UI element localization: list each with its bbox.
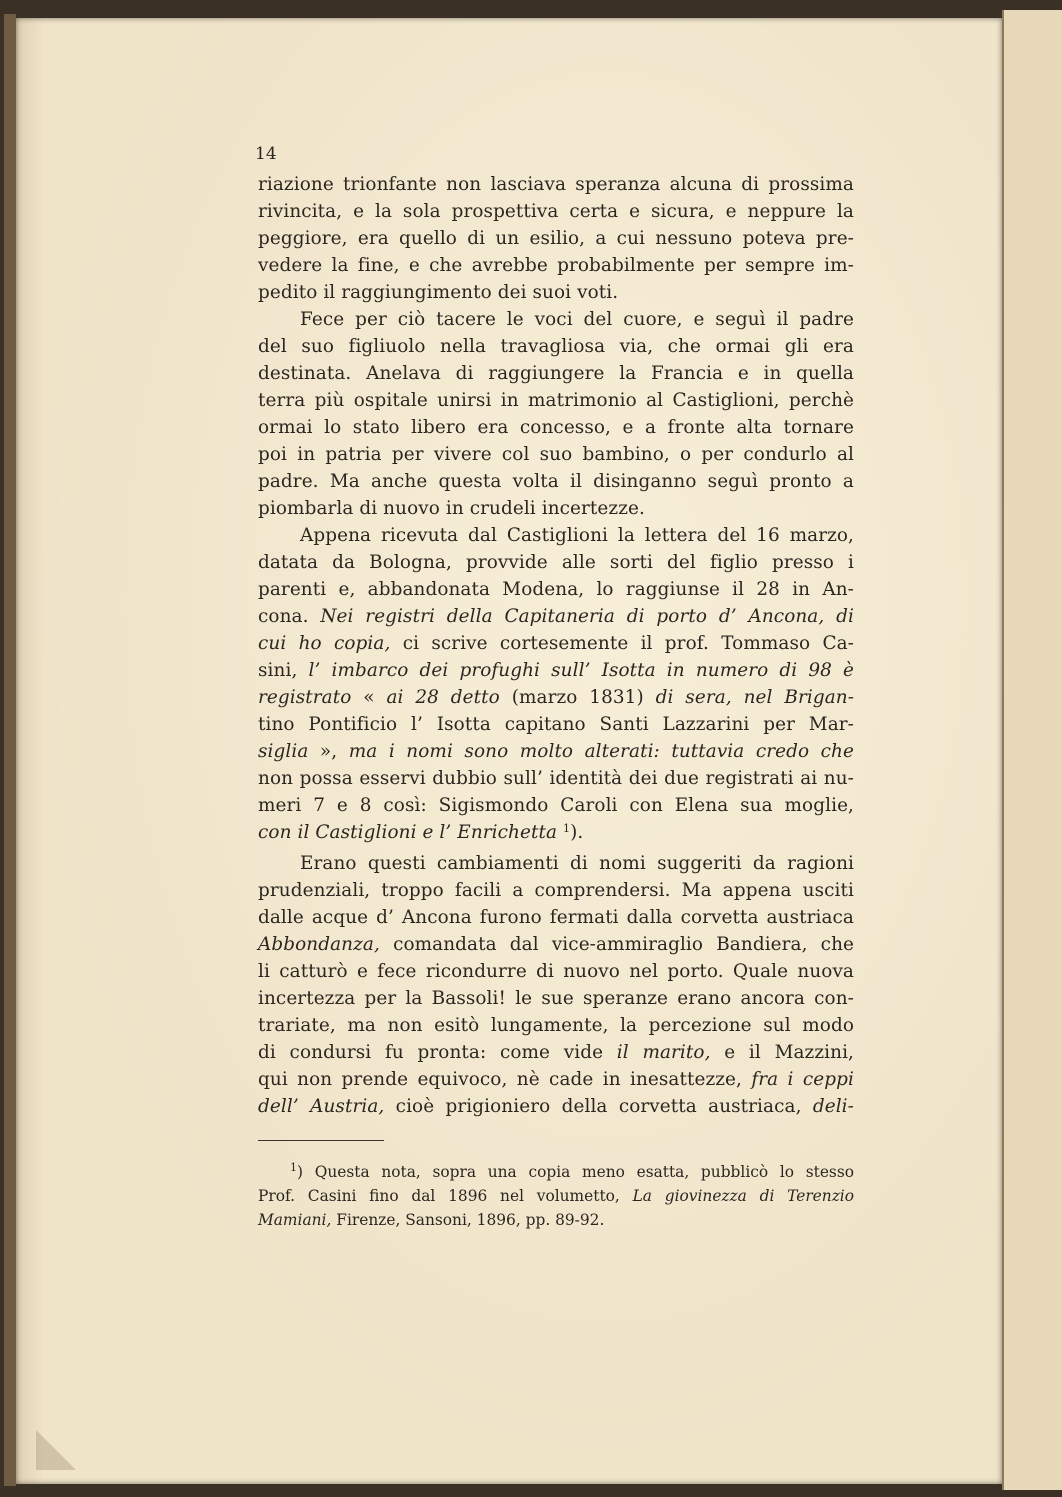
italic-quote: fra i ceppi [751, 1069, 854, 1090]
italic-quote: di sera, nel Brigan- [655, 687, 855, 708]
quote-mark: », [319, 741, 338, 762]
text-span: comandata dal vice-ammiraglio Bandiera, che [393, 934, 854, 955]
italic-quote: l’ imbarco dei profughi sull’ Isotta in numero di 98 è [308, 660, 854, 681]
text-line: riazione trionfante non lasciava speranza alcuna di prossima [258, 174, 854, 195]
text-span: e il Mazzini, [724, 1042, 854, 1063]
text-span: ). [570, 822, 584, 843]
text-span: (marzo 1831) [511, 687, 644, 708]
text-line: Fece per ciò tacere le voci del cuore, e seguì il padre [300, 309, 854, 330]
italic-quote: con il Castiglioni e l’ Enrichetta [258, 822, 558, 843]
text-span: di condursi fu pronta: come vide [258, 1042, 604, 1063]
text-line: pedito il raggiungimento dei suoi voti. [258, 282, 619, 303]
text-line: tino Pontificio l’ Isotta capitano Santi Lazzarini per Mar- [258, 714, 854, 735]
text-span: cioè prigioniero della corvetta austriaca, [395, 1096, 802, 1117]
text-line: peggiore, era quello di un esilio, a cui nessuno poteva pre- [258, 228, 854, 249]
text-line: Appena ricevuta dal Castiglioni la lettera del 16 marzo, [300, 525, 854, 546]
text-line: terra più ospitale unirsi in matrimonio al Castiglioni, perchè [258, 390, 854, 411]
binding-edge [4, 14, 16, 1486]
footnote-marker: 1 [290, 1161, 297, 1174]
text-line [258, 819, 854, 846]
footnote-book-title: La giovinezza di Terenzio [632, 1187, 854, 1205]
text-line: prudenziali, troppo facili a comprendersi. Ma appena usciti [258, 880, 854, 901]
footnote-line [290, 1160, 854, 1184]
italic-quote: dell’ Austria, [258, 1096, 385, 1117]
text-line [258, 657, 854, 684]
text-line: parenti e, abbandonata Modena, lo raggiunse il 28 in An- [258, 579, 854, 600]
text-line: rivincita, e la sola prospettiva certa e sicura, e neppure la [258, 201, 854, 222]
italic-quote: deli- [812, 1096, 854, 1117]
text-line: non possa esservi dubbio sull’ identità dei due registrati ai nu- [258, 768, 854, 789]
italic-quote: Nei registri della Capitaneria di porto d’ Ancona, di [320, 606, 854, 627]
quote-mark: « [363, 687, 375, 708]
text-line: dalle acque d’ Ancona furono fermati dalla corvetta austriaca [258, 907, 854, 928]
text-line: meri 7 e 8 così: Sigismondo Caroli con Elena sua moglie, [258, 795, 854, 816]
page-corner-fold [36, 1430, 76, 1470]
text-span: ci scrive cortesemente il prof. Tommaso Ca- [402, 633, 854, 654]
adjacent-page-edge [1002, 10, 1062, 1490]
text-span: sini, [258, 660, 298, 681]
text-line: destinata. Anelava di raggiungere la Francia e in quella [258, 363, 854, 384]
footnote-separator [258, 1140, 384, 1141]
italic-quote: ma i nomi sono molto alterati: tuttavia credo che [348, 741, 854, 762]
text-line [258, 1093, 854, 1120]
italic-quote: siglia [258, 741, 309, 762]
text-line: piombarla di nuovo in crudeli incertezze. [258, 498, 645, 519]
footnote-text: Prof. Casini fino dal 1896 nel volumetto, [258, 1187, 620, 1205]
italic-ship-name: Abbondanza, [258, 934, 380, 955]
text-span: qui non prende equivoco, nè cade in inesattezze, [258, 1069, 742, 1090]
text-line: poi in patria per vivere col suo bambino, o per condurlo al [258, 444, 854, 465]
text-line [258, 738, 854, 765]
italic-quote: il marito, [616, 1042, 711, 1063]
text-line: padre. Ma anche questa volta il disinganno seguì pronto a [258, 471, 854, 492]
footnote-book-title: Mamiani, [258, 1211, 332, 1229]
footnote-text: Firenze, Sansoni, 1896, pp. 89-92. [336, 1211, 605, 1229]
italic-quote: ai 28 detto [386, 687, 500, 708]
text-line [258, 1039, 854, 1066]
text-line [258, 630, 854, 657]
text-line: Erano questi cambiamenti di nomi suggeriti da ragioni [300, 853, 854, 874]
text-line: li catturò e fece ricondurre di nuovo nel porto. Quale nuova [258, 961, 854, 982]
text-line [258, 1066, 854, 1093]
footnote-reference[interactable]: 1 [562, 822, 571, 835]
footnote-line [258, 1184, 854, 1208]
text-line: vedere la fine, e che avrebbe probabilmente per sempre im- [258, 255, 854, 276]
text-line: del suo figliuolo nella travagliosa via, che ormai gli era [258, 336, 854, 357]
text-line [258, 931, 854, 958]
text-span: cona. [258, 606, 309, 627]
text-line [258, 684, 854, 711]
italic-quote: cui ho copia, [258, 633, 391, 654]
italic-quote: registrato [258, 687, 352, 708]
page-number: 14 [255, 144, 277, 164]
footnote-line [258, 1208, 854, 1232]
text-line: incertezza per la Bassoli! le sue speranze erano ancora con- [258, 988, 854, 1009]
text-line: ormai lo stato libero era concesso, e a fronte alta tornare [258, 417, 854, 438]
text-line: trariate, ma non esitò lungamente, la percezione sul modo [258, 1015, 854, 1036]
footnote-text: ) Questa nota, sopra una copia meno esatta, pubblicò lo stesso [297, 1163, 854, 1181]
text-line: datata da Bologna, provvide alle sorti del figlio presso i [258, 552, 854, 573]
text-line [258, 603, 854, 630]
